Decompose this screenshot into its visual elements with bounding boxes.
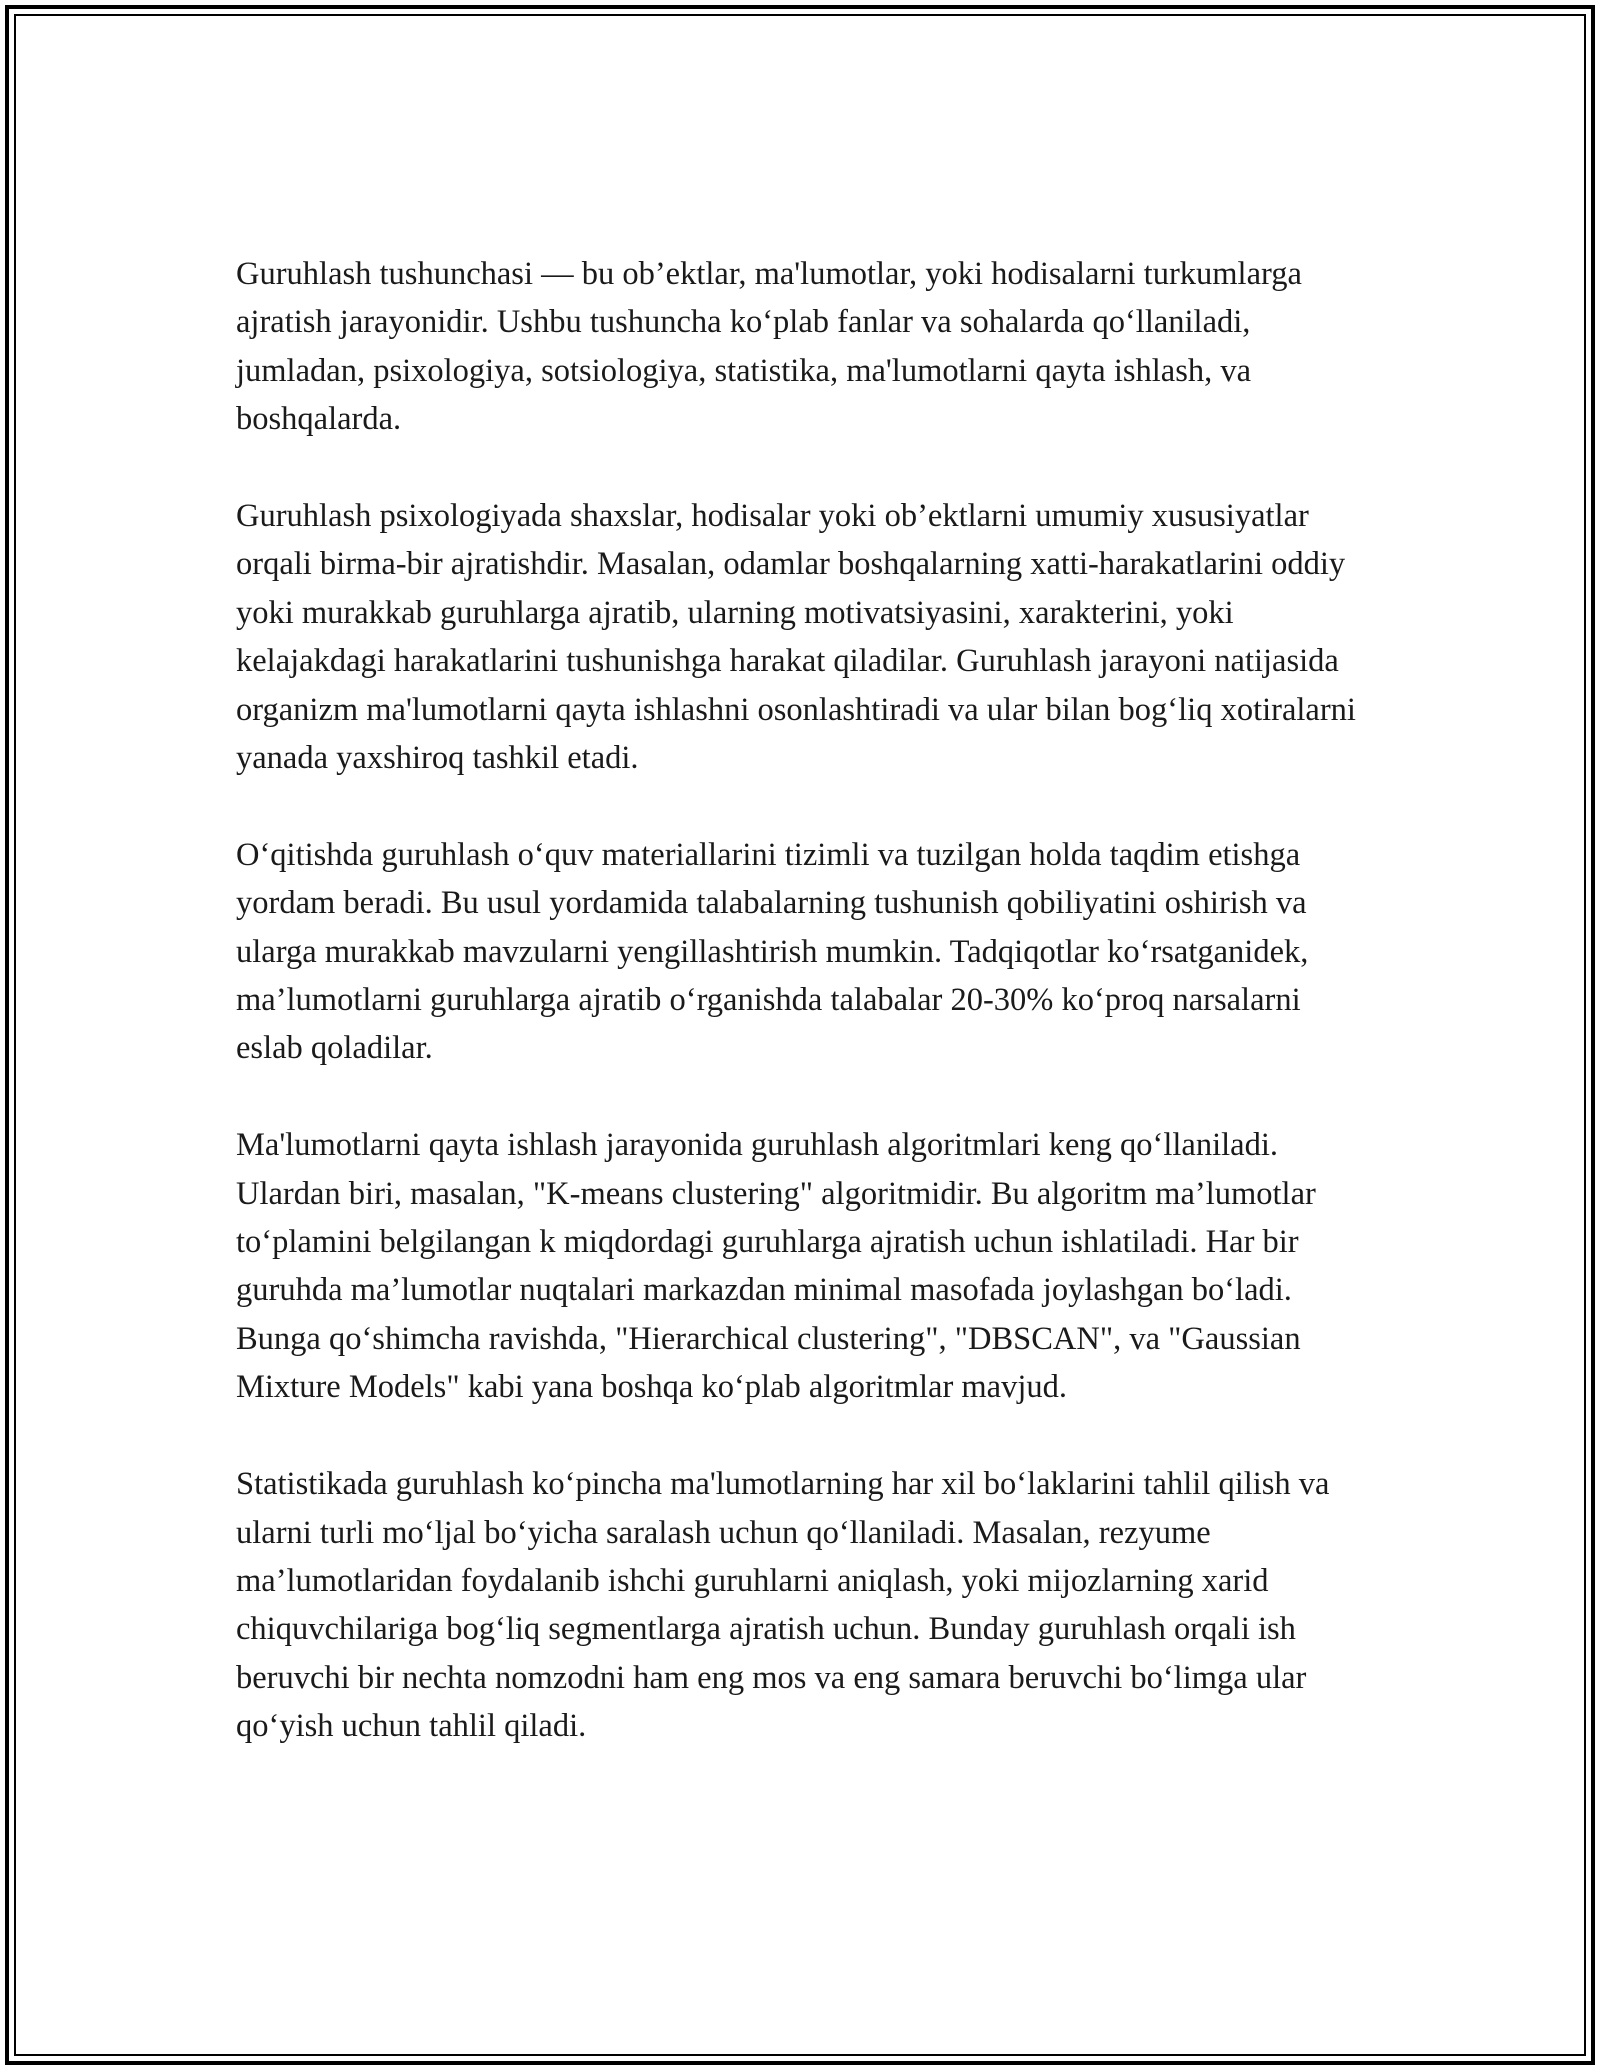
paragraph-psychology: Guruhlash psixologiyada shaxslar, hodisalar yoki ob’ektlarni umumiy xususiyatlar orqali birma-bir ajratishdir. Masalan, odamlar boshqalarning xatti-harakatlarini oddiy yoki murakkab guruhlarga ajratib, ularning motivatsiyasini, xarakterini, yoki kelajakdagi harakatlarini tushunishga harakat qiladilar. Guruhlash jarayoni natijasida organizm ma'lumotlarni qayta ishlashni osonlashtiradi va ular bilan bog‘liq xotiralarni yanada yaxshiroq tashkil etadi. bbox=[236, 498, 1356, 777]
document-body bbox=[236, 250, 1366, 1751]
paragraph-grouping-definition: Guruhlash tushunchasi — bu ob’ektlar, ma'lumotlar, yoki hodisalarni turkumlarga ajratish jarayonidir. Ushbu tushuncha ko‘plab fanlar va sohalarda qo‘llaniladi, jumladan, psixologiya, sotsiologiya, statistika, ma'lumotlarni qayta ishlash, va boshqalarda. bbox=[236, 256, 1302, 438]
paragraph-data-processing: Ma'lumotlarni qayta ishlash jarayonida guruhlash algoritmlari keng qo‘llaniladi. Ulardan biri, masalan, "K-means clustering" algoritmidir. Bu algoritm ma’lumotlar to‘plamini belgilangan k miqdordagi guruhlarga ajratish uchun ishlatiladi. Har bir guruhda ma’lumotlar nuqtalari markazdan minimal masofada joylashgan bo‘ladi. Bunga qo‘shimcha ravishda, "Hierarchical clustering", "DBSCAN", va "Gaussian Mixture Models" kabi yana boshqa ko‘plab algoritmlar mavjud. bbox=[236, 1127, 1316, 1406]
paragraph-teaching: O‘qitishda guruhlash o‘quv materiallarini tizimli va tuzilgan holda taqdim etishga yordam beradi. Bu usul yordamida talabalarning tushunish qobiliyatini oshirish va ularga murakkab mavzularni yengillashtirish mumkin. Tadqiqotlar ko‘rsatganidek, ma’lumotlarni guruhlarga ajratib o‘rganishda talabalar 20-30% ko‘proq narsalarni eslab qoladilar. bbox=[236, 836, 1309, 1067]
paragraph-statistics: Statistikada guruhlash ko‘pincha ma'lumotlarning har xil bo‘laklarini tahlil qilish va ularni turli mo‘ljal bo‘yicha saralash uchun qo‘llaniladi. Masalan, rezyume ma’lumotlaridan foydalanib ishchi guruhlarni aniqlash, yoki mijozlarning xarid chiquvchilariga bog‘liq segmentlarga ajratish uchun. Bunday guruhlash orqali ish beruvchi bir nechta nomzodni ham eng mos va eng samara beruvchi bo‘limga ular qo‘yish uchun tahlil qiladi. bbox=[236, 1466, 1330, 1745]
